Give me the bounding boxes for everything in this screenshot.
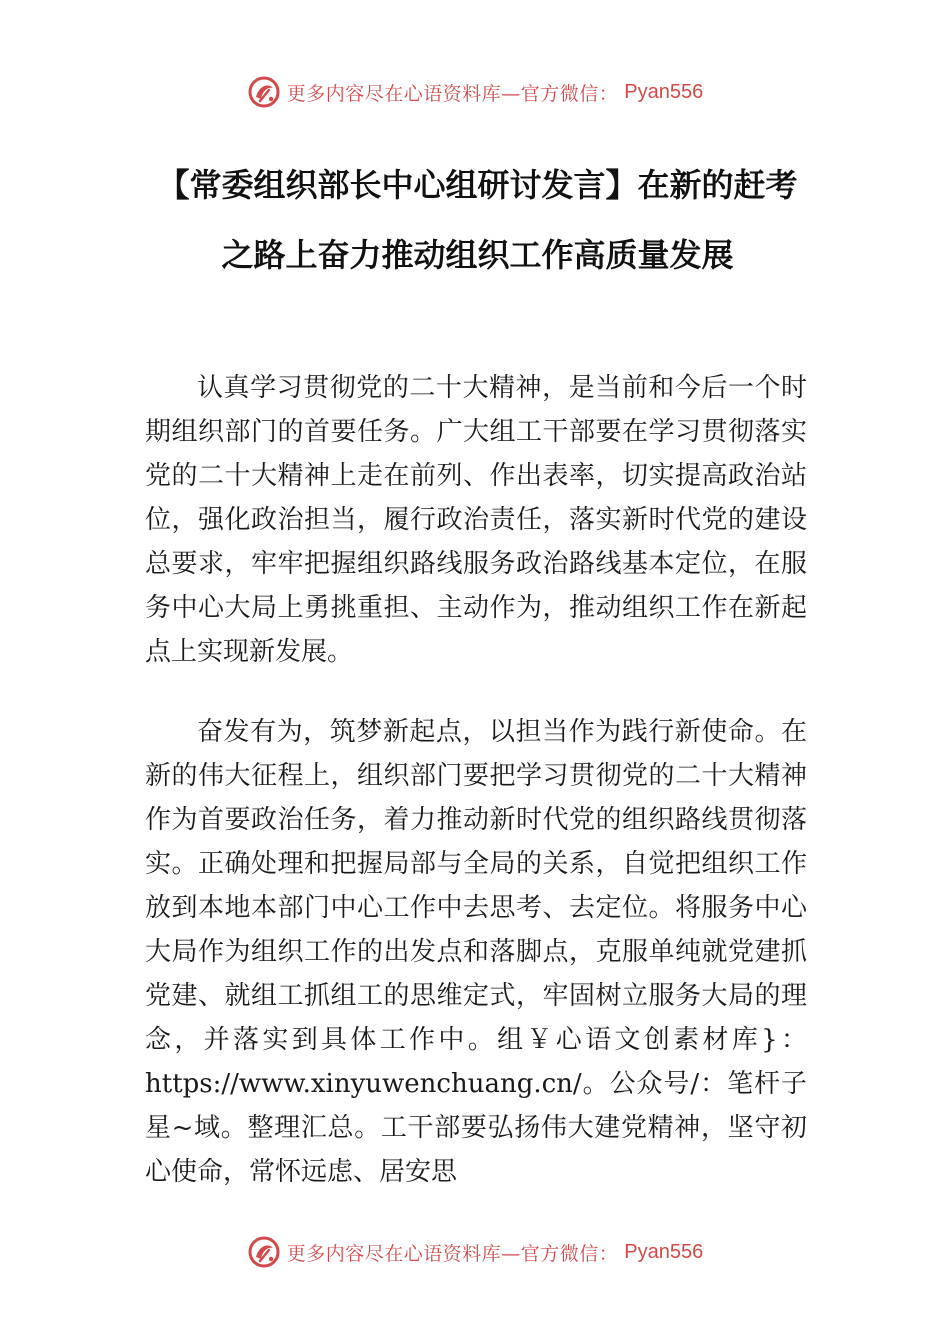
red-swirl-logo-icon <box>247 1235 281 1269</box>
paragraph-1: 认真学习贯彻党的二十大精神，是当前和今后一个时期组织部门的首要任务。广大组工干部要在学习贯彻落实党的二十大精神上走在前列、作出表率，切实提高政治站位，强化政治担当，履行政治责任，落实新时代党的建设总要求，牢牢把握组织路线服务政治路线基本定位，在服务中心大局上勇挑重担、主动作为，推动组织工作在新起点上实现新发展。 <box>145 373 807 667</box>
red-swirl-logo-icon <box>247 75 281 109</box>
document-body <box>145 366 807 1230</box>
document-title: 【常委组织部长中心组研讨发言】在新的赶考之路上奋力推动组织工作高质量发展 <box>157 166 798 274</box>
paragraph-2: 奋发有为，筑梦新起点，以担当作为践行新使命。在新的伟大征程上，组织部门要把学习贯彻党的二十大精神作为首要政治任务，着力推动新时代党的组织路线贯彻落实。正确处理和把握局部与全局的关系，自觉把组织工作放到本地本部门中心工作中去思考、去定位。将服务中心大局作为组织工作的出发点和落脚点，克服单纯就党建抓党建、就组工抓组工的思维定式，牢固树立服务大局的理念，并落实到具体工作中。组￥心语文创素材库}：https://www.xinyuwenchuang.cn/。公众号/：笔杆子星~域。整理汇总。工干部要弘扬伟大建党精神，坚守初心使命，常怀远虑、居安思 <box>145 717 807 1187</box>
footer-brand-id: Pyan556 <box>624 1240 704 1263</box>
footer-watermark <box>0 1232 950 1272</box>
header-brand-text: 更多内容尽在心语资料库—官方微信： <box>286 82 619 105</box>
header-brand-id: Pyan556 <box>624 80 704 103</box>
footer-brand-text: 更多内容尽在心语资料库—官方微信： <box>286 1242 619 1265</box>
header-watermark <box>0 72 950 112</box>
